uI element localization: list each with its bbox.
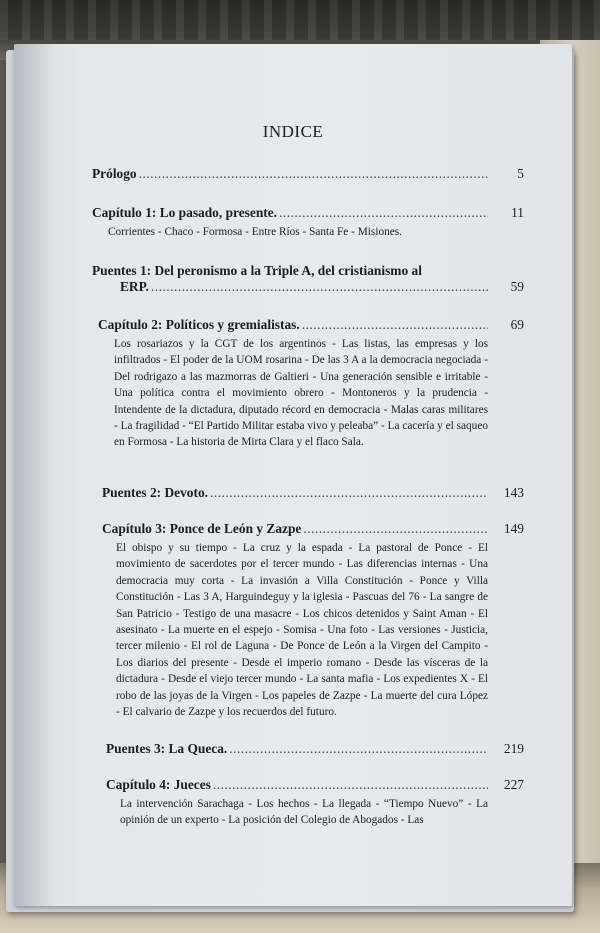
toc-leader-dots	[139, 166, 488, 182]
toc-leader-dots	[302, 317, 488, 333]
toc-page-number: 219	[503, 741, 524, 756]
toc-entry-prologo	[14, 166, 572, 182]
toc-subtopics: Los rosariazos y la CGT de los argentinos - Las listas, las empresas y los infiltrados - El poder de la UOM rosarina - De las 3 A a la democracia negociada - Del rodrigazo a las mazmorras de Galtieri - Una generación sensible e irritable - Una política contra el movimiento obrero - Montoneros y la prudencia - Intendente de la dictadura, diputado récord en democracia - Malas caras militares - La fragilidad - “El Partido Militar estaba vivo y peleaba” - La cacería y el saqueo en Formosa - La historia de Mirta Clara y el flaco Sala.	[114, 338, 488, 449]
toc-label-line1: Puentes 1: Del peronismo a la Triple A, del cristianismo al	[92, 263, 422, 278]
toc-entry-puentes-2	[14, 485, 572, 501]
toc-entry-puentes-3	[14, 741, 572, 757]
toc-leader-dots	[213, 777, 488, 793]
book-page	[14, 44, 572, 906]
toc-leader-dots	[210, 485, 488, 501]
toc-entry-capitulo-3	[14, 521, 572, 720]
toc-label: Puentes 2: Devoto.	[102, 485, 208, 500]
toc-label-line2: ERP.	[120, 279, 149, 294]
toc-page-number: 5	[517, 166, 524, 181]
toc-page-number: 227	[503, 777, 524, 792]
toc-label: Capítulo 3: Ponce de León y Zazpe	[102, 521, 302, 536]
toc-page-number: 59	[510, 279, 524, 294]
toc-entry-puentes-1	[14, 262, 572, 295]
toc-label: Prólogo	[92, 166, 137, 181]
toc-subtopics: La intervención Sarachaga - Los hechos - La llegada - “Tiempo Nuevo” - La opinión de un experto - La posición del Colegio de Abogados - Las	[120, 798, 488, 827]
toc-leader-dots	[279, 205, 488, 221]
toc-leader-dots	[151, 279, 488, 295]
toc-page-number: 143	[503, 485, 524, 500]
toc-leader-dots	[303, 521, 488, 537]
toc-entry-capitulo-1	[14, 205, 572, 240]
toc-label: Capítulo 1: Lo pasado, presente.	[92, 205, 278, 220]
toc-entry-capitulo-4	[14, 777, 572, 829]
toc-label: Capítulo 2: Políticos y gremialistas.	[98, 317, 300, 332]
background-pattern	[0, 0, 600, 40]
toc-label: Capítulo 4: Jueces	[106, 777, 211, 792]
toc-page-number: 149	[503, 521, 524, 536]
toc-entry-capitulo-2	[14, 317, 572, 451]
toc-subtopics: El obispo y su tiempo - La cruz y la espada - La pastoral de Ponce - El movimiento de sacerdotes por el tercer mundo - Las diferencias internas - Una democracia muy corta - La invasión a Villa Constitución - Ponce y Villa Constitución - Las 3 A, Harguindeguy y la iglesia - Pascuas del 76 - La sangre de San Patricio - Testigo de una masacre - Los chicos detenidos y Saint Aman - El asesinato - La muerte en el espejo - Somisa - Una foto - Las versiones - Justicia, tercer milenio - El rol de Laguna - De Ponce de León a la Virgen del Campito - Los diarios del presente - Desde el imperio romano - Desde las vísceras de la dictadura - Desde el viejo tercer mundo - La santa mafia - Los expedientes X - El robo de las joyas de la Virgen - Los papeles de Zazpe - La muerte del cura López - El calvario de Zazpe y los recuerdos del futuro.	[116, 542, 488, 719]
toc-page-number: 11	[511, 205, 524, 220]
toc-leader-dots	[229, 741, 488, 757]
toc-page-number: 69	[510, 317, 524, 332]
index-title: INDICE	[262, 122, 324, 141]
toc-subtopics: Corrientes - Chaco - Formosa - Entre Ríos - Santa Fe - Misiones.	[108, 226, 402, 238]
toc-label: Puentes 3: La Queca.	[106, 741, 228, 756]
